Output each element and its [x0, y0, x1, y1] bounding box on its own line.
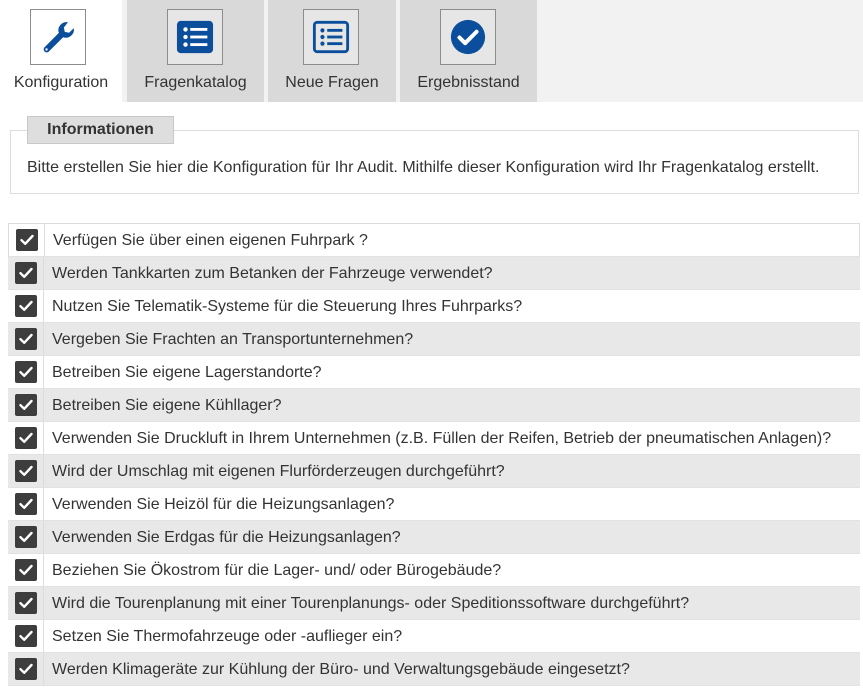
question-checkbox[interactable] [15, 526, 37, 548]
question-checkbox[interactable] [15, 394, 37, 416]
question-row [8, 488, 860, 521]
question-text: Verwenden Sie Heizöl für die Heizungsanlagen? [52, 496, 395, 513]
question-text: Werden Klimageräte zur Kühlung der Büro- und Verwaltungsgebäude eingesetzt? [52, 661, 630, 678]
question-checkbox[interactable] [15, 592, 37, 614]
checkmark-icon [19, 465, 33, 477]
tab-label: Konfiguration [13, 74, 109, 91]
question-row [8, 653, 860, 686]
question-text: Vergeben Sie Frachten an Transportunternehmen? [52, 331, 414, 348]
question-text: Verwenden Sie Erdgas für die Heizungsanlagen? [52, 529, 401, 546]
question-row [8, 257, 860, 290]
tab-icon-box [303, 9, 359, 65]
checkmark-icon [19, 663, 33, 675]
tab-label: Ergebnisstand [417, 74, 520, 91]
question-text: Wird die Tourenplanung mit einer Tourenplanungs- oder Speditionssoftware durchgeführt? [52, 595, 690, 612]
question-text: Verwenden Sie Druckluft in Ihrem Unternehmen (z.B. Füllen der Reifen, Betrieb der pneumatischen Anlagen)? [52, 430, 832, 447]
list-icon [312, 18, 350, 56]
checkbox-cell [8, 257, 44, 289]
question-row [8, 323, 860, 356]
checkbox-cell [8, 422, 44, 454]
checkmark-icon [19, 333, 33, 345]
question-checkbox[interactable] [15, 427, 37, 449]
question-row [8, 290, 860, 323]
tab-bar [0, 0, 863, 102]
tab-neue-fragen[interactable] [268, 0, 396, 102]
checkbox-cell [8, 521, 44, 553]
tab-icon-box [440, 9, 496, 65]
question-row [8, 455, 860, 488]
question-text: Beziehen Sie Ökostrom für die Lager- und/ oder Bürogebäude? [52, 562, 502, 579]
checkmark-icon [19, 366, 33, 378]
checkbox-cell [8, 653, 44, 685]
question-text: Werden Tankkarten zum Betanken der Fahrzeuge verwendet? [52, 265, 493, 282]
question-checkbox[interactable] [15, 493, 37, 515]
tab-label: Neue Fragen [285, 74, 379, 91]
checkbox-cell [8, 620, 44, 652]
checkmark-icon [19, 498, 33, 510]
list-icon [176, 18, 214, 56]
checkmark-icon [19, 597, 33, 609]
question-checkbox[interactable] [15, 361, 37, 383]
question-text: Wird der Umschlag mit eigenen Flurförderzeugen durchgeführt? [52, 463, 505, 480]
checkbox-cell [9, 224, 45, 256]
question-row [8, 224, 860, 257]
info-panel-text: Bitte erstellen Sie hier die Konfiguration für Ihr Audit. Mithilfe dieser Konfiguration wird Ihr Fragenkatalog erstellt. [27, 159, 820, 176]
checkmark-icon [19, 564, 33, 576]
checkbox-cell [8, 488, 44, 520]
tab-ergebnisstand[interactable] [400, 0, 537, 102]
tab-fragenkatalog[interactable] [127, 0, 264, 102]
tab-icon-box [167, 9, 223, 65]
checkmark-icon [19, 399, 33, 411]
question-text: Nutzen Sie Telematik-Systeme für die Steuerung Ihres Fuhrparks? [52, 298, 523, 315]
tab-icon-box [30, 9, 86, 65]
checkmark-icon [19, 630, 33, 642]
question-checkbox[interactable] [15, 328, 37, 350]
question-checkbox[interactable] [15, 460, 37, 482]
checkmark-icon [19, 267, 33, 279]
checkbox-cell [8, 290, 44, 322]
checkbox-cell [8, 356, 44, 388]
checkbox-cell [8, 554, 44, 586]
question-checkbox[interactable] [15, 295, 37, 317]
question-checkbox[interactable] [15, 262, 37, 284]
question-list [8, 223, 860, 686]
checkmark-icon [20, 234, 34, 246]
checkbox-cell [8, 323, 44, 355]
question-row [8, 422, 860, 455]
question-checkbox[interactable] [16, 229, 38, 251]
checkbox-cell [8, 455, 44, 487]
question-checkbox[interactable] [15, 559, 37, 581]
question-row [8, 521, 860, 554]
checkmark-icon [19, 432, 33, 444]
question-text: Betreiben Sie eigene Lagerstandorte? [52, 364, 322, 381]
question-row [8, 356, 860, 389]
question-checkbox[interactable] [15, 658, 37, 680]
checkmark-icon [19, 300, 33, 312]
wrench-icon [39, 18, 77, 56]
tab-konfiguration[interactable] [0, 0, 122, 102]
check-circle-icon [449, 18, 487, 56]
question-row [8, 620, 860, 653]
checkbox-cell [8, 389, 44, 421]
checkbox-cell [8, 587, 44, 619]
question-row [8, 389, 860, 422]
question-text: Betreiben Sie eigene Kühllager? [52, 397, 282, 414]
info-panel-title: Informationen [27, 116, 174, 144]
checkmark-icon [19, 531, 33, 543]
question-row [8, 554, 860, 587]
tab-label: Fragenkatalog [144, 74, 247, 91]
question-row [8, 587, 860, 620]
question-text: Verfügen Sie über einen eigenen Fuhrpark ? [53, 232, 368, 249]
question-checkbox[interactable] [15, 625, 37, 647]
question-text: Setzen Sie Thermofahrzeuge oder -auflieger ein? [52, 628, 403, 645]
